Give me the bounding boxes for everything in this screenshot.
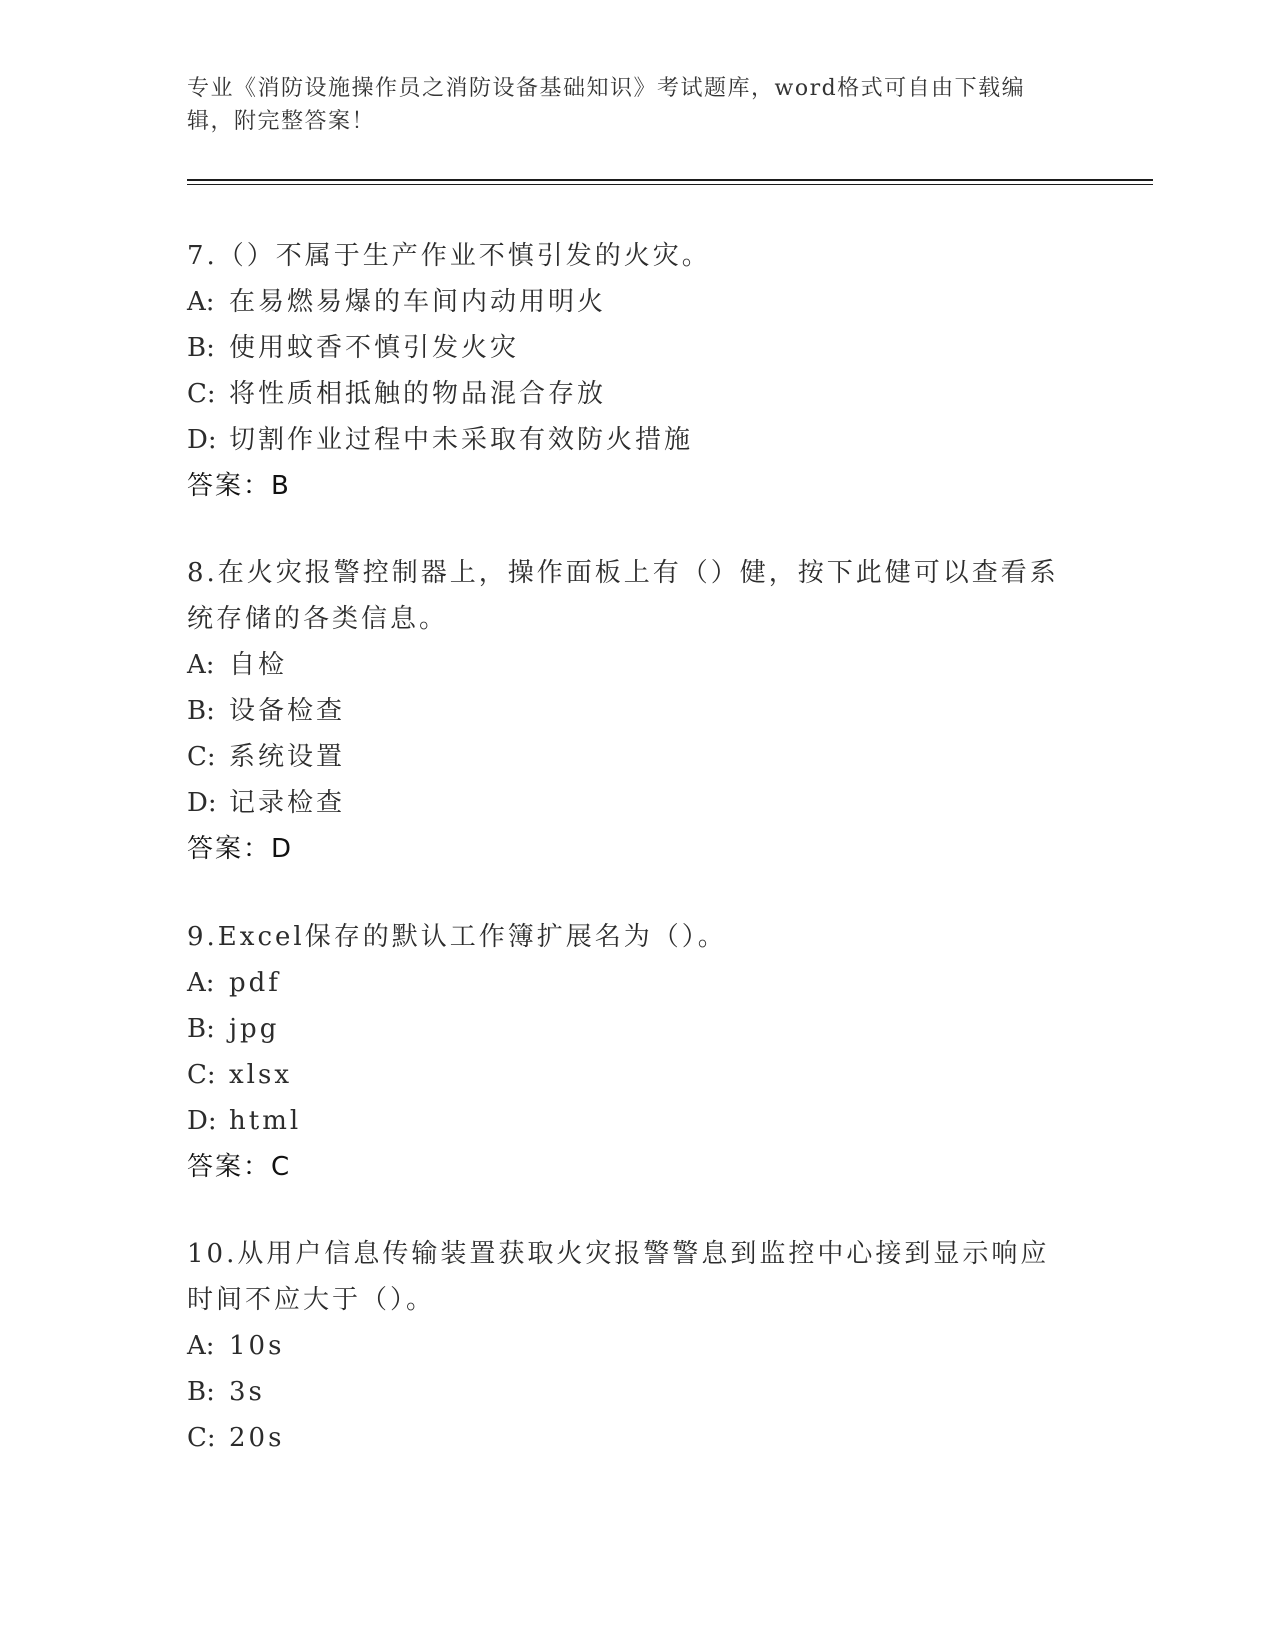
option-text: 10s (229, 1331, 285, 1361)
option-d (187, 1098, 1067, 1144)
option-key: C: (187, 1060, 216, 1090)
option-c (187, 371, 1067, 417)
header-divider-secondary (187, 184, 1153, 185)
option-c (187, 734, 1067, 780)
option-text: jpg (229, 1014, 280, 1044)
option-text: 使用蚊香不慎引发火灾 (229, 333, 520, 363)
option-text: 切割作业过程中未采取有效防火措施 (229, 425, 694, 455)
option-b (187, 1369, 1067, 1415)
option-text: 3s (229, 1377, 265, 1407)
option-a (187, 960, 1067, 1006)
option-key: D: (187, 425, 217, 455)
option-key: A: (187, 287, 215, 317)
header-divider (187, 179, 1153, 181)
option-text: pdf (229, 968, 281, 998)
option-text: 20s (229, 1423, 285, 1453)
option-key: B: (187, 1377, 215, 1407)
option-c (187, 1415, 1067, 1461)
option-d (187, 780, 1067, 826)
question-9 (187, 914, 1067, 1190)
option-key: A: (187, 968, 215, 998)
option-key: C: (187, 1423, 216, 1453)
question-8 (187, 550, 1067, 872)
option-b (187, 1006, 1067, 1052)
question-stem: 10.从用户信息传输装置获取火灾报警警息到监控中心接到显示响应时间不应大于（）。 (187, 1239, 1050, 1315)
option-key: C: (187, 742, 216, 772)
question-stem: 7.（）不属于生产作业不慎引发的火灾。 (187, 241, 711, 271)
option-key: B: (187, 696, 215, 726)
option-a (187, 279, 1067, 325)
option-key: D: (187, 1106, 217, 1136)
question-7 (187, 233, 1067, 509)
answer: 答案：D (187, 834, 294, 864)
option-text: 自检 (229, 650, 288, 680)
question-10 (187, 1231, 1067, 1461)
question-stem: 8.在火灾报警控制器上，操作面板上有（）健，按下此健可以查看系统存储的各类信息。 (187, 558, 1059, 634)
question-stem: 9.Excel保存的默认工作簿扩展名为（）。 (187, 922, 727, 952)
option-key: A: (187, 650, 215, 680)
option-text: 设备检查 (229, 696, 346, 726)
option-key: B: (187, 1014, 215, 1044)
option-d (187, 417, 1067, 463)
option-text: 记录检查 (229, 788, 346, 818)
option-text: xlsx (229, 1060, 292, 1090)
option-c (187, 1052, 1067, 1098)
option-key: C: (187, 379, 216, 409)
option-b (187, 688, 1067, 734)
option-key: A: (187, 1331, 215, 1361)
option-a (187, 642, 1067, 688)
option-text: html (229, 1106, 302, 1136)
answer: 答案：C (187, 1152, 292, 1182)
option-key: B: (187, 333, 215, 363)
option-b (187, 325, 1067, 371)
option-text: 在易燃易爆的车间内动用明火 (229, 287, 607, 317)
option-text: 将性质相抵触的物品混合存放 (229, 379, 607, 409)
option-a (187, 1323, 1067, 1369)
option-key: D: (187, 788, 217, 818)
option-text: 系统设置 (229, 742, 346, 772)
answer: 答案：B (187, 471, 291, 501)
document-header: 专业《消防设施操作员之消防设备基础知识》考试题库，word格式可自由下载编辑，附完整答案！ (187, 76, 1026, 134)
